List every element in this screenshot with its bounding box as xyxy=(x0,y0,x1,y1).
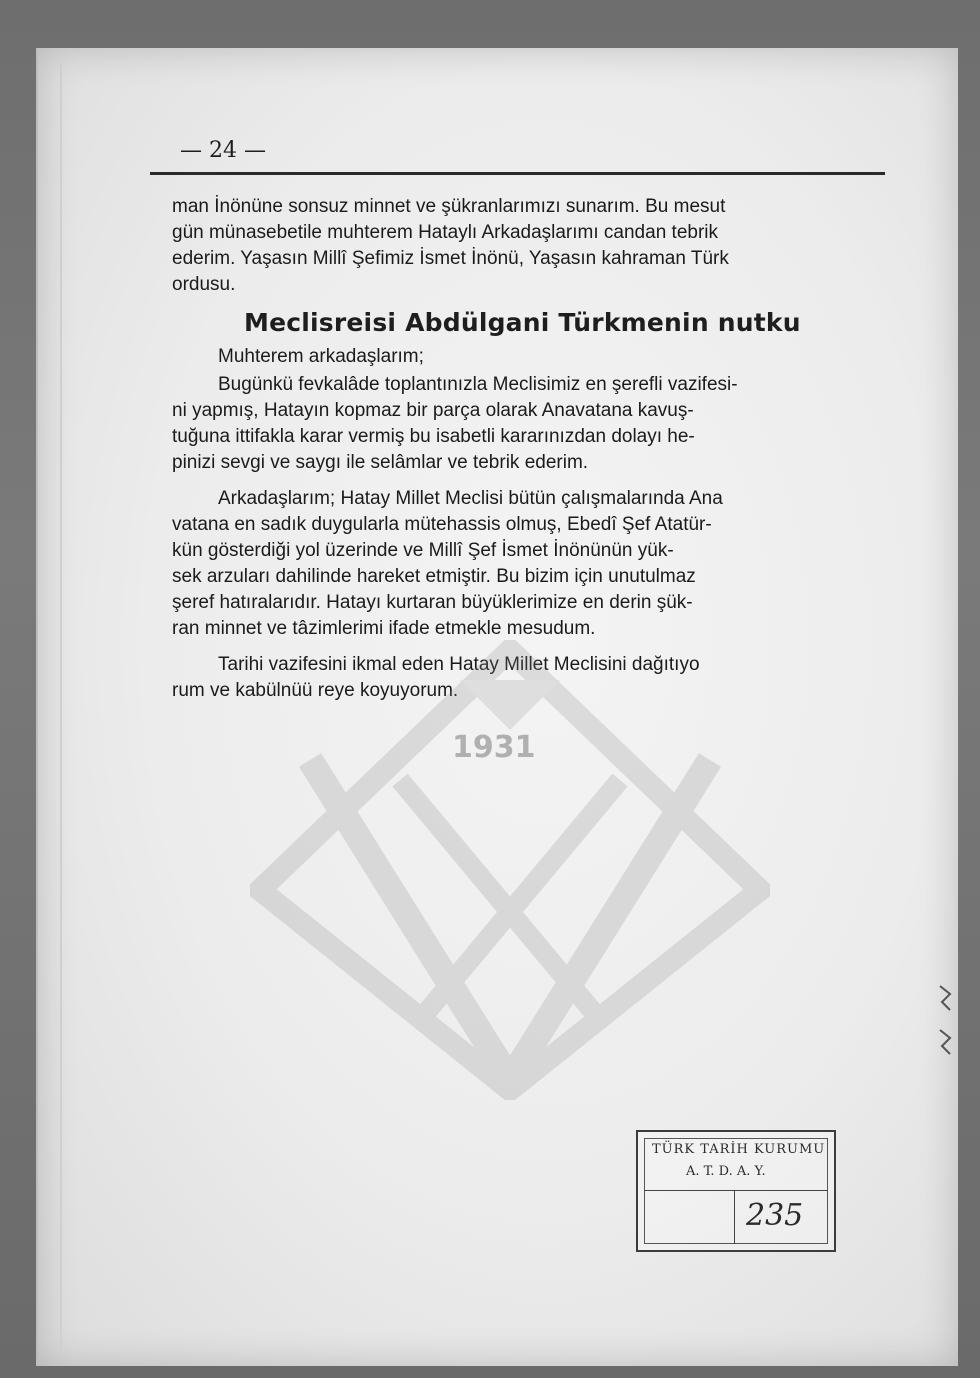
stamp-code: A. T. D. A. Y. xyxy=(686,1164,766,1179)
salutation: Muhterem arkadaşlarım; xyxy=(218,346,424,367)
intro-line: man İnönüne sonsuz minnet ve şükranlarımızı sunarım. Bu mesut xyxy=(172,196,726,217)
paragraph1-line: ni yapmış, Hatayın kopmaz bir parça olarak Anavatana kavuş- xyxy=(172,400,694,421)
paragraph2-line: şeref hatıralarıdır. Hatayı kurtaran büyüklerimize en derin şük- xyxy=(172,592,693,613)
intro-line: ordusu. xyxy=(172,274,236,295)
stamp-divider xyxy=(734,1190,735,1244)
archive-stamp xyxy=(636,1130,836,1252)
margin-mark xyxy=(936,980,954,1060)
paragraph1-line: Bugünkü fevkalâde toplantınızla Meclisimiz en şerefli vazifesi- xyxy=(218,374,738,395)
stamp-institution: TÜRK TARİH KURUMU xyxy=(652,1142,826,1157)
paragraph2-line: vatana en sadık duygularla mütehassis olmuş, Ebedî Şef Atatür- xyxy=(172,514,712,535)
paragraph2-line: ran minnet ve tâzimlerimi ifade etmekle mesudum. xyxy=(172,618,596,639)
page-edge xyxy=(60,62,62,1352)
paragraph3-line: Tarihi vazifesini ikmal eden Hatay Millet Meclisini dağıtıyo xyxy=(218,654,700,675)
intro-line: ederim. Yaşasın Millî Şefimiz İsmet İnönü, Yaşasın kahraman Türk xyxy=(172,248,729,269)
paragraph2-line: Arkadaşlarım; Hatay Millet Meclisi bütün çalışmalarında Ana xyxy=(218,488,723,509)
paragraph2-line: kün gösterdiği yol üzerinde ve Millî Şef İsmet İnönünün yük- xyxy=(172,540,674,561)
watermark-emblem xyxy=(250,640,770,1100)
paragraph3-line: rum ve kabülnüü reye koyuyorum. xyxy=(172,680,459,701)
intro-line: gün münasebetile muhterem Hataylı Arkadaşlarımı candan tebrik xyxy=(172,222,718,243)
header-rule xyxy=(150,172,885,175)
page-number: — 24 — xyxy=(180,138,266,163)
paragraph1-line: tuğuna ittifakla karar vermiş bu isabetli kararınızdan dolayı he- xyxy=(172,426,695,447)
stamp-number: 235 xyxy=(746,1198,804,1233)
paragraph1-line: pinizi sevgi ve saygı ile selâmlar ve tebrik ederim. xyxy=(172,452,589,473)
stamp-divider xyxy=(644,1190,828,1191)
paragraph2-line: sek arzuları dahilinde hareket etmiştir. Bu bizim için unutulmaz xyxy=(172,566,696,587)
section-heading: Meclisreisi Abdülgani Türkmenin nutku xyxy=(244,308,801,337)
watermark-year: 1931 xyxy=(452,730,536,765)
